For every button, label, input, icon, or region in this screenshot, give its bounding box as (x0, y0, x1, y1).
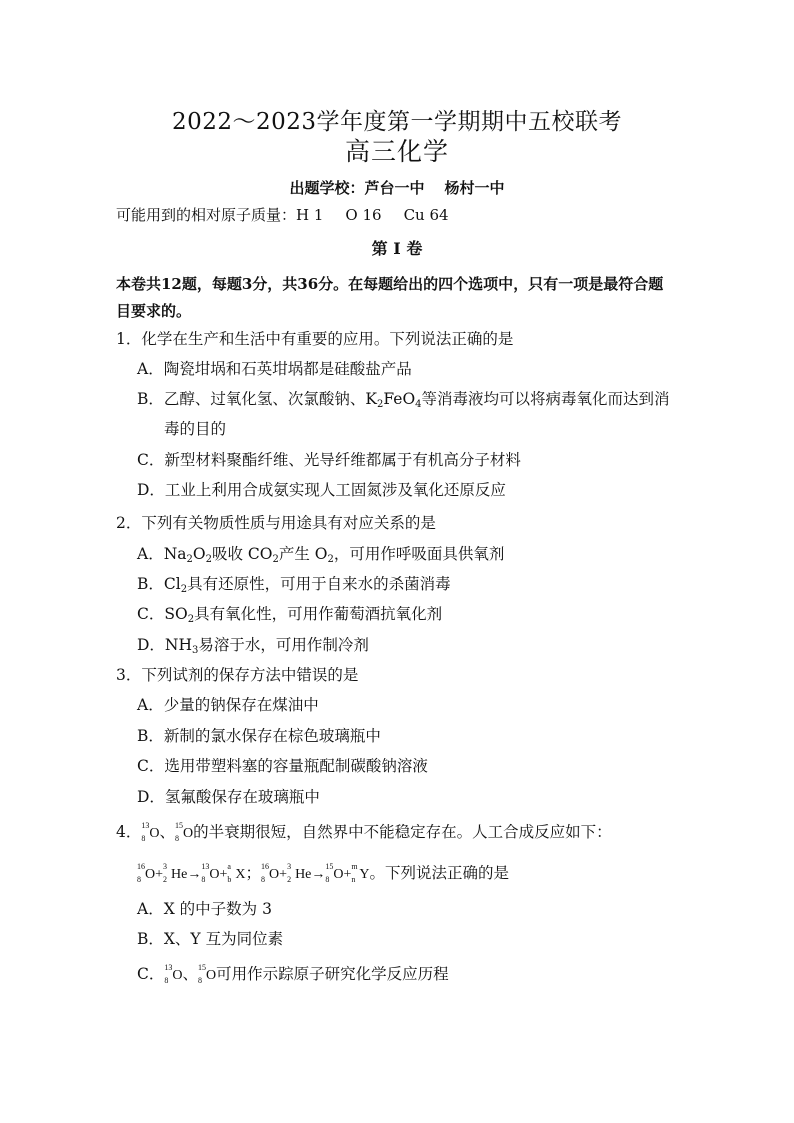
eq1-o13-z: 8 (201, 875, 206, 884)
q4-c-o15-mass: 15 (198, 963, 207, 972)
q4-c-text: 可用作示踪原子研究化学反应历程 (216, 965, 449, 983)
q4-iso2-sym: O (183, 826, 194, 841)
eq2-o15-z: 8 (325, 875, 330, 884)
q2-d-t2: 易溶于水，可用作制冷剂 (198, 636, 369, 654)
eq2-o15-sym: O (333, 867, 344, 882)
q4-option-b: B．X、Y 互为同位素 (137, 930, 284, 948)
q2-c-s1: 2 (187, 614, 195, 625)
q2-a-s1: 2 (186, 554, 193, 565)
q2-a-t1: A．Na (137, 545, 187, 563)
q2-option-c (137, 602, 442, 624)
eq-tail: 。下列说法正确的是 (369, 864, 510, 882)
q2-option-b (137, 572, 451, 594)
q2-a-t3: 吸收 CO (211, 545, 273, 563)
eq2-o16-sym: O (269, 867, 280, 882)
atomic-cu: Cu 64 (403, 206, 449, 224)
eq2-he3 (287, 862, 312, 884)
eq2-he-mass: 3 (287, 862, 292, 871)
eq1-he-sym: He (171, 867, 188, 882)
q2-c-t2: 具有氧化性，可用作葡萄酒抗氧化剂 (194, 605, 443, 623)
q4-stem (116, 820, 612, 842)
atomic-label: 可能用到的相对原子质量： (116, 206, 297, 224)
q4-iso2-z: 8 (175, 834, 180, 843)
eq1-o16-mass: 16 (137, 862, 145, 871)
eq2-he-z: 2 (287, 875, 292, 884)
q4-isotope-o15 (175, 821, 194, 843)
atomic-h: H 1 (296, 206, 324, 224)
q1-b-sub-k: 2 (376, 399, 384, 410)
q2-a-s3: 2 (272, 554, 279, 565)
eq2-y-sym: Y (359, 867, 370, 882)
eq1-o16-z: 8 (137, 875, 141, 884)
q4-iso1-mass: 13 (141, 821, 150, 830)
q4-c-prefix: C． (137, 965, 165, 983)
eq-semicolon: ； (245, 864, 262, 882)
eq1-o13-mass: 13 (201, 862, 210, 871)
q4-c-o15 (198, 963, 217, 985)
q4-equations: 16 8 O+ 3 2 He→ 13 8 O+ a b X； 16 8 O+ 3 2 He→ 15 8 O+ m n Y。下列说法正确的是 (137, 862, 510, 884)
eq1-x-sym: X (235, 867, 246, 882)
q2-a-t2: O (192, 545, 206, 563)
eq2-o15-mass: 15 (325, 862, 334, 871)
atomic-o: O 16 (345, 206, 382, 224)
q2-stem: 2．下列有关物质性质与用途具有对应关系的是 (116, 514, 436, 532)
q1-b-text: B．乙醇、过氧化氢、次氯酸钠、K (137, 390, 377, 408)
q4-c-o13 (164, 963, 183, 985)
eq1-o13-sym: O (209, 867, 220, 882)
eq1-he-mass: 3 (163, 862, 168, 871)
instructions: 本卷共12题，每题3分，共36分。在每题给出的四个选项中，只有一项是最符合题目要求的。 (116, 275, 664, 320)
eq2-y-mass: m (351, 862, 358, 871)
q2-b-t2: 具有还原性，可用于自来水的杀菌消毒 (187, 575, 451, 593)
q1-option-a: A．陶瓷坩埚和石英坩埚都是硅酸盐产品 (137, 360, 412, 378)
q1-option-b-cont: 毒的目的 (164, 420, 227, 438)
q3-stem: 3．下列试剂的保存方法中错误的是 (116, 666, 359, 684)
q1-b-tail: 等消毒液均可以将病毒氧化而达到消 (421, 390, 670, 408)
setter-schools (0, 177, 794, 198)
volume-suffix: 卷 (406, 239, 423, 258)
q4-option-c (137, 962, 449, 984)
q2-c-t1: C．SO (137, 605, 188, 623)
q3-option-a: A．少量的钠保存在煤油中 (137, 696, 319, 714)
q4-c-o13-z: 8 (164, 976, 169, 985)
q1-option-d: D．工业上利用合成氨实现人工固氮涉及氧化还原反应 (137, 481, 506, 499)
q4-iso2-mass: 15 (175, 821, 184, 830)
q2-option-a (137, 542, 504, 564)
volume-heading (0, 236, 794, 259)
eq1-o13 (201, 862, 220, 884)
eq1-x-mass: a (227, 862, 231, 871)
eq2-arrow: → (311, 867, 326, 882)
q1-b-feo: FeO (383, 390, 416, 408)
eq1-he3 (163, 862, 188, 884)
eq1-o16 (137, 862, 156, 884)
eq1-he-z: 2 (163, 875, 168, 884)
eq1-x (227, 862, 246, 884)
q4-iso1-sym: O (149, 826, 160, 841)
q4-option-a: A．X 的中子数为 3 (137, 900, 272, 918)
setter-label: 出题学校： (289, 179, 365, 197)
q4-sep: 、 (159, 823, 176, 841)
school-a: 芦台一中 (364, 179, 425, 197)
q2-a-s4: 2 (327, 554, 334, 565)
q3-option-b: B．新制的氯水保存在棕色玻璃瓶中 (137, 727, 381, 745)
volume-prefix: 第 (371, 239, 388, 258)
q3-option-c: C．选用带塑料塞的容量瓶配制碳酸钠溶液 (137, 757, 428, 775)
eq1-x-z: b (227, 875, 232, 884)
exam-subject: 高三化学 (344, 137, 449, 166)
eq2-o16-z: 8 (261, 875, 266, 884)
q2-d-t1: D．NH (137, 636, 193, 654)
exam-title: 2022～2023学年度第一学期期中五校联考 (171, 109, 623, 135)
eq2-y-z: n (351, 875, 356, 884)
eq1-o16-sym: O (145, 867, 156, 882)
q2-a-s2: 2 (205, 554, 212, 565)
q4-c-o15-z: 8 (198, 976, 203, 985)
q2-b-s1: 2 (180, 584, 188, 595)
q1-option-b (137, 387, 670, 409)
q1-stem: 1．化学在生产和生活中有重要的应用。下列说法正确的是 (116, 330, 514, 348)
q4-iso1-z: 8 (141, 834, 146, 843)
q4-c-o13-sym: O (172, 968, 183, 983)
q3-option-d: D．氢氟酸保存在玻璃瓶中 (137, 788, 320, 806)
q2-a-t4: 产生 O (278, 545, 328, 563)
school-b: 杨村一中 (444, 179, 505, 197)
q2-a-t5: ，可用作呼吸面具供氧剂 (333, 545, 505, 563)
q4-c-o13-mass: 13 (164, 963, 173, 972)
eq2-y (351, 862, 370, 884)
eq2-o15 (325, 862, 344, 884)
eq2-o16 (261, 862, 280, 884)
eq2-he-sym: He (295, 867, 312, 882)
q4-stem-text: 的半衰期很短，自然界中不能稳定存在。人工合成反应如下： (193, 823, 612, 841)
volume-roman: Ⅰ (393, 239, 401, 258)
q2-d-s1: 3 (192, 645, 199, 656)
q2-b-t1: B．Cl (137, 575, 181, 593)
eq1-arrow: → (187, 867, 202, 882)
q1-b-sub-o: 4 (415, 399, 422, 410)
q2-option-d (137, 633, 369, 655)
atomic-masses (116, 204, 449, 225)
q4-c-sep: 、 (182, 965, 199, 983)
q4-number: 4． (116, 823, 142, 841)
q4-c-o15-sym: O (206, 968, 217, 983)
eq2-o16-mass: 16 (261, 862, 270, 871)
q1-option-c: C．新型材料聚酯纤维、光导纤维都属于有机高分子材料 (137, 451, 521, 469)
q4-isotope-o13 (141, 821, 160, 843)
